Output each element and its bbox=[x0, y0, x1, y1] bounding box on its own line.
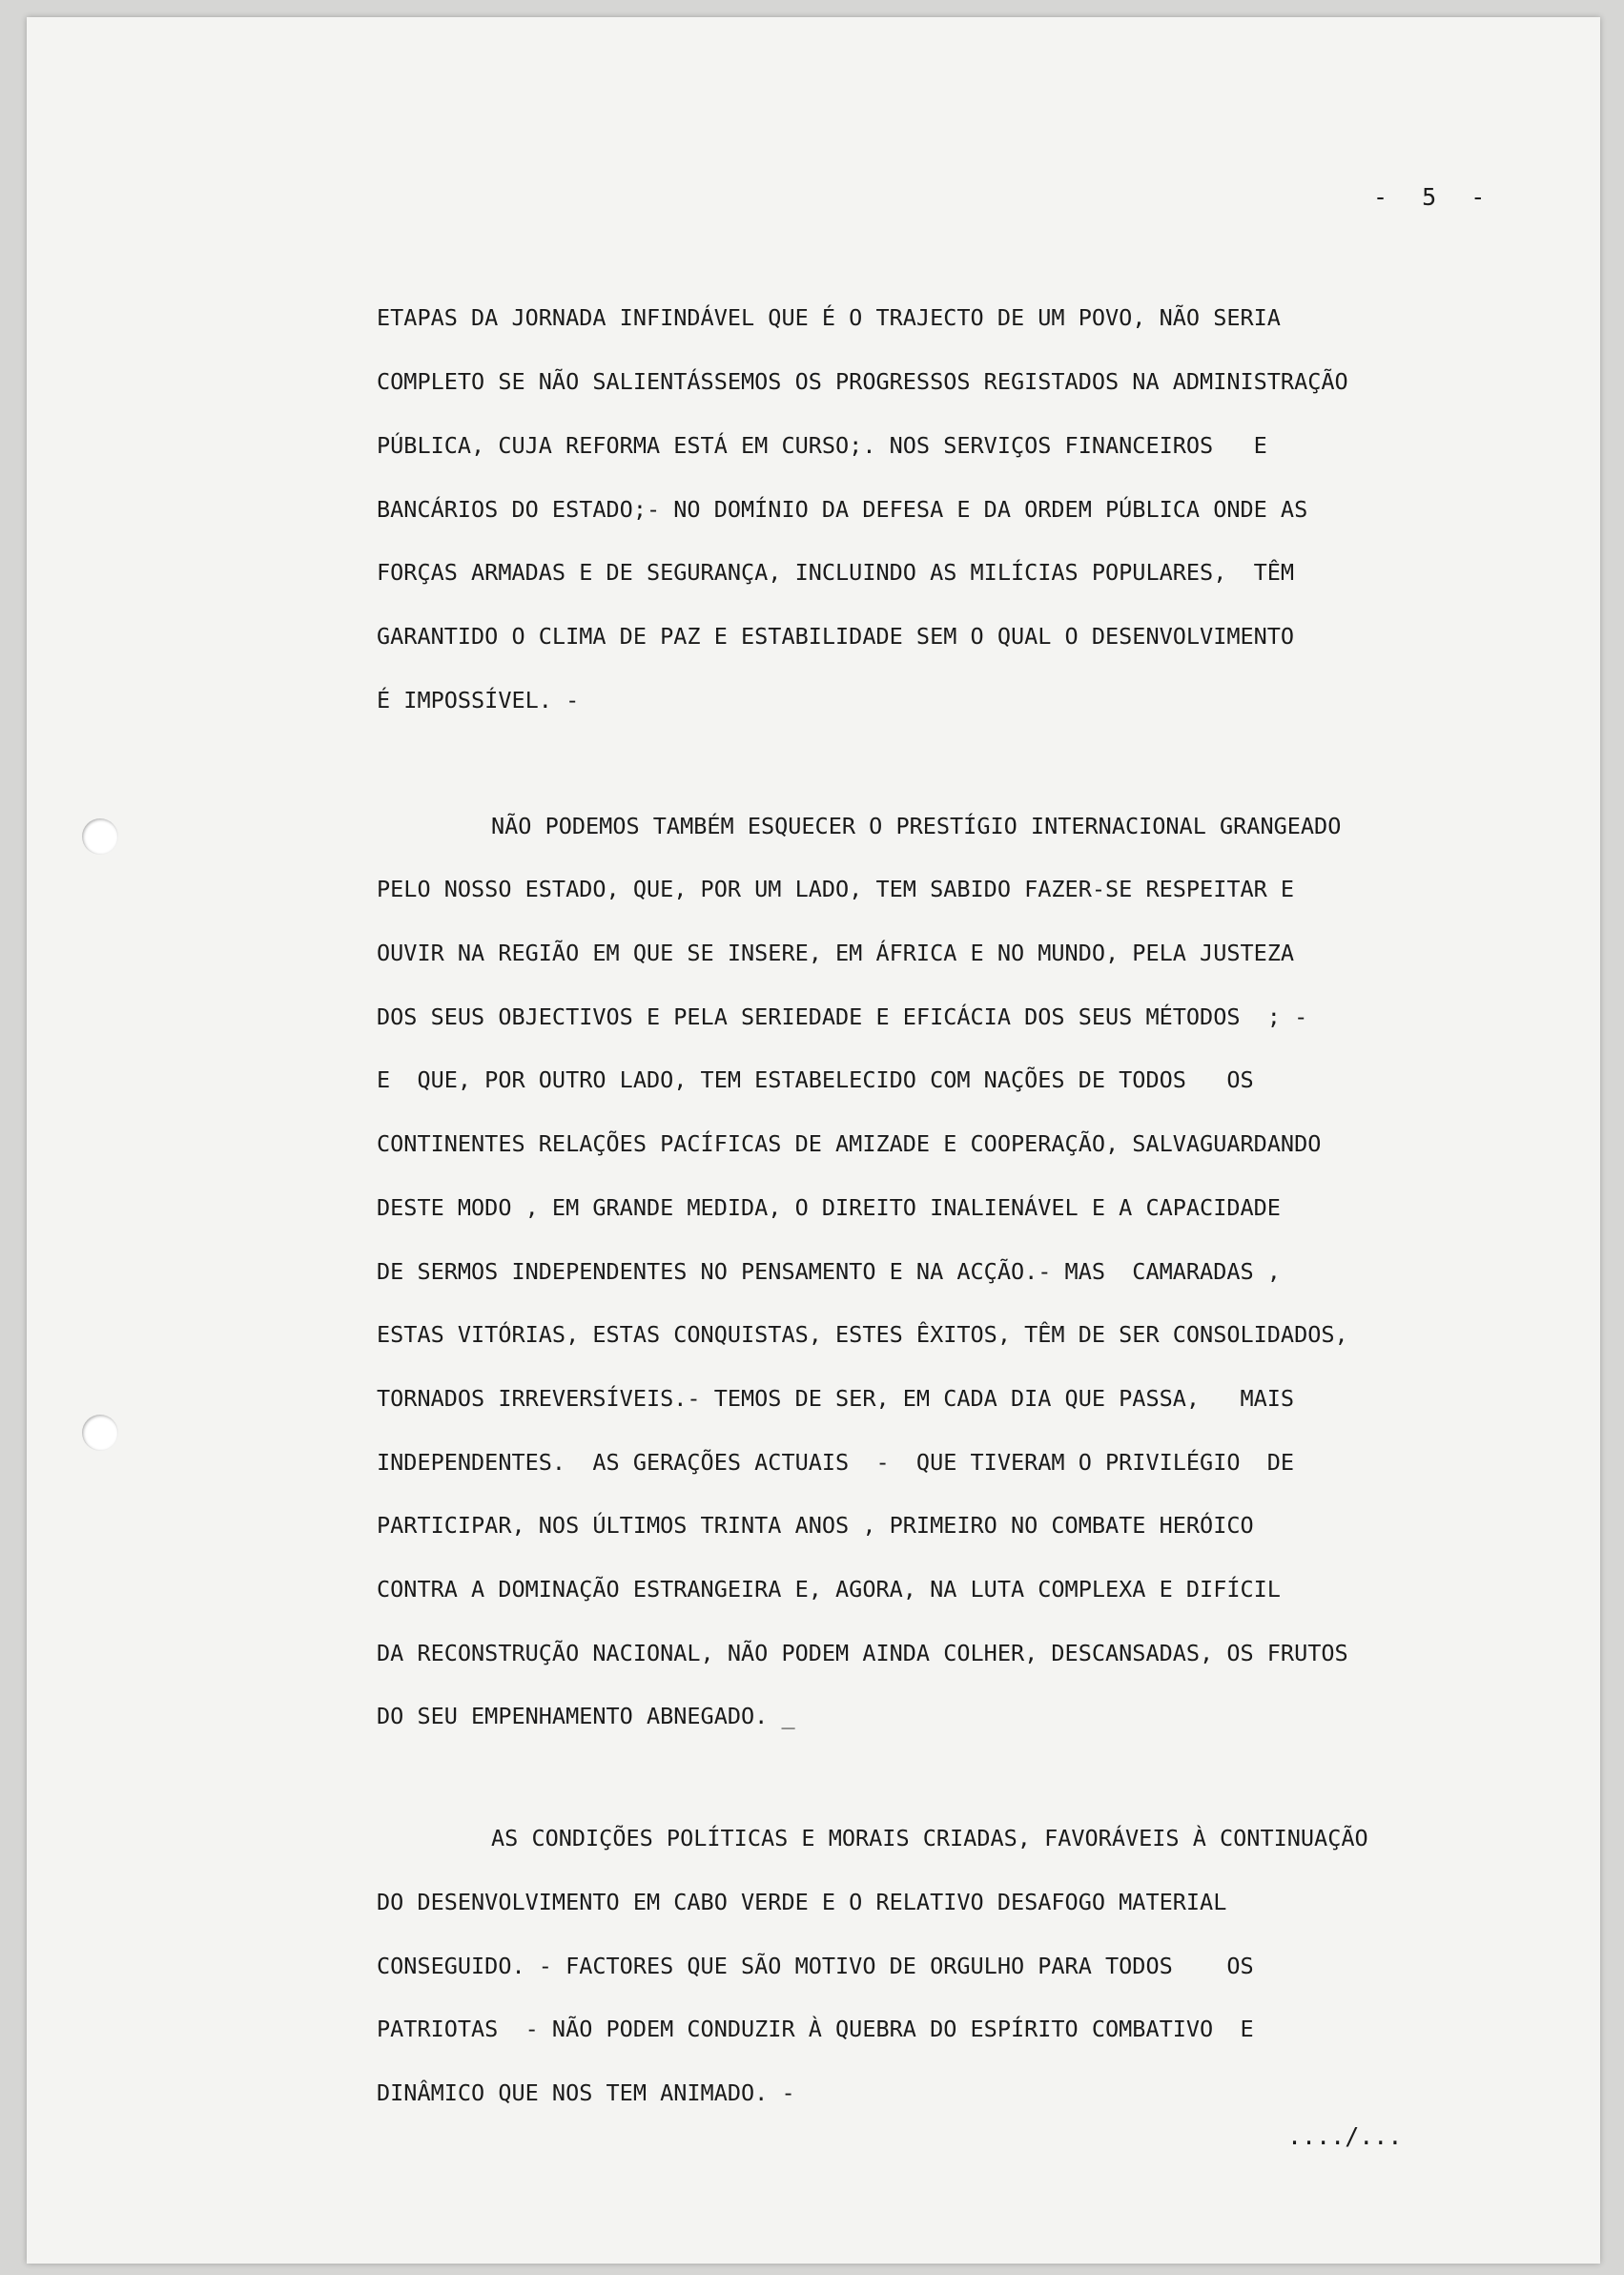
text-line: DESTE MODO , EM GRANDE MEDIDA, O DIREITO INALIENÁVEL E A CAPACIDADE bbox=[377, 1194, 1281, 1221]
text-line: PÚBLICA, CUJA REFORMA ESTÁ EM CURSO;. NOS SERVIÇOS FINANCEIROS E bbox=[377, 432, 1267, 459]
text-line: GARANTIDO O CLIMA DE PAZ E ESTABILIDADE SEM O QUAL O DESENVOLVIMENTO bbox=[377, 623, 1295, 650]
text-line: AS CONDIÇÕES POLÍTICAS E MORAIS CRIADAS, FAVORÁVEIS À CONTINUAÇÃO bbox=[491, 1825, 1368, 1851]
text-line: DINÂMICO QUE NOS TEM ANIMADO. - bbox=[377, 2079, 795, 2106]
text-line: É IMPOSSÍVEL. - bbox=[377, 687, 580, 714]
continuation-mark: ..../... bbox=[1287, 2122, 1403, 2150]
text-line: COMPLETO SE NÃO SALIENTÁSSEMOS OS PROGRESSOS REGISTADOS NA ADMINISTRAÇÃO bbox=[377, 368, 1348, 395]
text-line: CONSEGUIDO. - FACTORES QUE SÃO MOTIVO DE ORGULHO PARA TODOS OS bbox=[377, 1953, 1254, 1979]
text-line: NÃO PODEMOS TAMBÉM ESQUECER O PRESTÍGIO INTERNACIONAL GRANGEADO bbox=[491, 813, 1342, 839]
text-line: CONTRA A DOMINAÇÃO ESTRANGEIRA E, AGORA, NA LUTA COMPLEXA E DIFÍCIL bbox=[377, 1576, 1281, 1603]
text-line: E QUE, POR OUTRO LADO, TEM ESTABELECIDO COM NAÇÕES DE TODOS OS bbox=[377, 1066, 1254, 1093]
text-line: PARTICIPAR, NOS ÚLTIMOS TRINTA ANOS , PRIMEIRO NO COMBATE HERÓICO bbox=[377, 1512, 1254, 1539]
text-line: PATRIOTAS - NÃO PODEM CONDUZIR À QUEBRA DO ESPÍRITO COMBATIVO E bbox=[377, 2016, 1254, 2042]
text-line: CONTINENTES RELAÇÕES PACÍFICAS DE AMIZADE E COOPERAÇÃO, SALVAGUARDANDO bbox=[377, 1130, 1322, 1157]
text-line: OUVIR NA REGIÃO EM QUE SE INSERE, EM ÁFRICA E NO MUNDO, PELA JUSTEZA bbox=[377, 940, 1295, 966]
text-line: ESTAS VITÓRIAS, ESTAS CONQUISTAS, ESTES ÊXITOS, TÊM DE SER CONSOLIDADOS, bbox=[377, 1321, 1348, 1348]
text-line: PELO NOSSO ESTADO, QUE, POR UM LADO, TEM SABIDO FAZER-SE RESPEITAR E bbox=[377, 876, 1295, 902]
text-line: DO SEU EMPENHAMENTO ABNEGADO. _ bbox=[377, 1703, 795, 1729]
text-line: DA RECONSTRUÇÃO NACIONAL, NÃO PODEM AINDA COLHER, DESCANSADAS, OS FRUTOS bbox=[377, 1640, 1348, 1666]
punch-hole-bottom bbox=[82, 1415, 118, 1451]
punch-hole-top bbox=[82, 818, 118, 855]
text-line: DOS SEUS OBJECTIVOS E PELA SERIEDADE E EFICÁCIA DOS SEUS MÉTODOS ; - bbox=[377, 1003, 1308, 1030]
text-line: DO DESENVOLVIMENTO EM CABO VERDE E O RELATIVO DESAFOGO MATERIAL bbox=[377, 1889, 1227, 1915]
text-line: INDEPENDENTES. AS GERAÇÕES ACTUAIS - QUE TIVERAM O PRIVILÉGIO DE bbox=[377, 1449, 1295, 1476]
page-number: - 5 - bbox=[1373, 183, 1488, 211]
text-line: BANCÁRIOS DO ESTADO;- NO DOMÍNIO DA DEFESA E DA ORDEM PÚBLICA ONDE AS bbox=[377, 496, 1308, 523]
text-line: FORÇAS ARMADAS E DE SEGURANÇA, INCLUINDO AS MILÍCIAS POPULARES, TÊM bbox=[377, 559, 1295, 586]
text-line: TORNADOS IRREVERSÍVEIS.- TEMOS DE SER, EM CADA DIA QUE PASSA, MAIS bbox=[377, 1385, 1295, 1412]
text-line: ETAPAS DA JORNADA INFINDÁVEL QUE É O TRAJECTO DE UM POVO, NÃO SERIA bbox=[377, 304, 1281, 331]
text-line: DE SERMOS INDEPENDENTES NO PENSAMENTO E NA ACÇÃO.- MAS CAMARADAS , bbox=[377, 1258, 1281, 1285]
